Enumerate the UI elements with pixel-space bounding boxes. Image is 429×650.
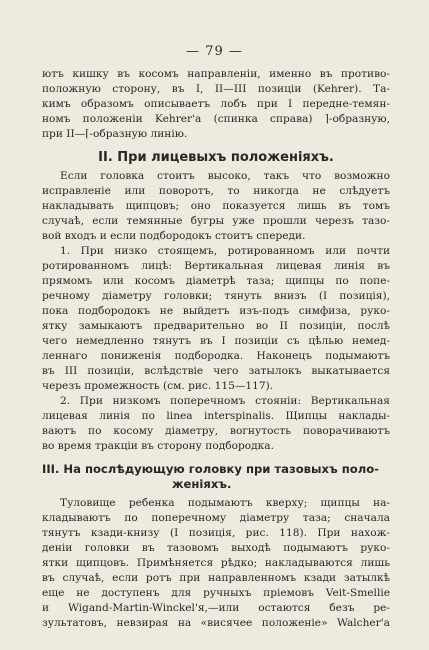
text-line: ятки щипцовъ. Примѣняется рѣдко; накладываются лишь	[42, 557, 390, 569]
text-line: при II—⌈-образную линію.	[42, 128, 188, 140]
text-line: вой входъ и если подбородокъ стоитъ спереди.	[42, 230, 306, 242]
text-line: случаѣ, если темянные бугры уже прошли черезъ тазо-	[42, 215, 390, 227]
text-line: зультатовъ, невзирая на «висячее положеніе» Walcher'а	[42, 617, 390, 629]
text-line: положную сторону, въ I, II—III позиціи (Kehrer). Та-	[42, 83, 390, 95]
text-line: еще не доступенъ для ручныхъ пріемовъ Veit-Smellie	[42, 587, 390, 599]
text-line: чего немедленно тянутъ въ I позиціи съ цѣлью немед-	[42, 335, 390, 347]
text-line: во время тракціи въ сторону подбородка.	[42, 440, 274, 452]
text-line: 2. При низкомъ поперечномъ стояніи: Вертикальная	[60, 395, 390, 407]
section-heading-iii	[42, 462, 390, 492]
text-line: деніи головки въ тазовомъ выходѣ подымаютъ руко-	[42, 542, 390, 554]
text-line: лицевая линія по linea interspinalis. Щипцы наклады-	[42, 410, 390, 422]
text-line: Если головка стоитъ высоко, такъ что возможно	[60, 170, 390, 182]
text-line: кладываютъ по поперечному діаметру таза; сначала	[42, 512, 390, 524]
page-number: — 79 —	[186, 44, 243, 59]
text-line: въ III позиціи, вслѣдствіе чего затылокъ выкатывается	[42, 365, 390, 377]
section-heading-ii: II. При лицевыхъ положеніяхъ.	[98, 150, 334, 165]
text-line: кимъ образомъ описываетъ лобъ при I передне-темян-	[42, 98, 390, 110]
text-line: ятку замыкаютъ предварительно во II позиціи, послѣ	[42, 320, 390, 332]
text-line: 1. При низко стоящемъ, ротированномъ или почти	[60, 245, 390, 257]
paragraph-item-2	[42, 394, 390, 454]
text-line: номъ положеніи Kehrer'а (спинка справа) ⌉-образную,	[42, 113, 390, 125]
paragraph-breech	[42, 496, 390, 631]
heading-line: женіяхъ.	[172, 477, 232, 491]
text-line: тянутъ кзади-книзу (I позиція, рис. 118). При нахож-	[42, 527, 390, 539]
text-line: черезъ промежность (см. рис. 115—117).	[42, 380, 274, 392]
text-line: и Wigand-Martin-Winckel'я,—или остаются безъ ре-	[42, 602, 390, 614]
text-line: речному діаметру головки; тянуть внизъ (I позиція),	[42, 290, 390, 302]
text-line: ютъ кишку въ косомъ направленіи, именно въ противо-	[42, 68, 390, 80]
text-line: ваютъ по косому діаметру, вогнутость поворачиваютъ	[42, 425, 390, 437]
heading-line: III. На послѣдующую головку при тазовыхъ поло-	[42, 462, 379, 476]
text-line: Туловище ребенка подымаютъ кверху; щипцы на-	[60, 497, 390, 509]
text-line: прямомъ или косомъ діаметрѣ таза; щипцы по попе-	[42, 275, 390, 287]
text-line: ротированномъ лицѣ: Вертикальная лицевая линія въ	[42, 260, 390, 272]
text-line: въ случаѣ, если ротъ при направленномъ кзади затылкѣ	[42, 572, 390, 584]
text-line: леннаго пониженія подбородка. Наконецъ подымаютъ	[42, 350, 390, 362]
text-line: пока подбородокъ не выйдетъ изъ-подъ симфиза, руко-	[42, 305, 390, 317]
paragraph-intro	[42, 169, 390, 244]
page-text	[42, 67, 390, 631]
paragraph-kehrer	[42, 67, 390, 142]
text-line: исправленіе или поворотъ, то никогда не слѣдуетъ	[42, 185, 390, 197]
paragraph-item-1	[42, 244, 390, 394]
text-line: накладывать щипцовъ; оно показуется лишь въ томъ	[42, 200, 390, 212]
